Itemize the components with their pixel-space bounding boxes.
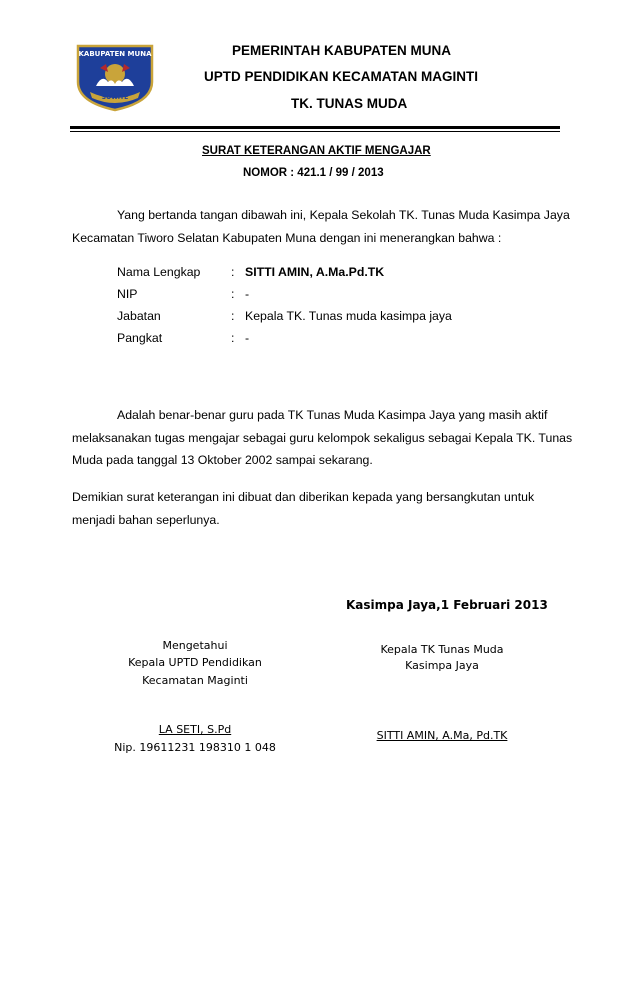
intro-line2: Kecamatan Tiworo Selatan Kabupaten Muna dengan ini menerangkan bahwa : <box>72 231 502 245</box>
letterhead-line3: TK. TUNAS MUDA <box>291 96 408 111</box>
header-rule-thick <box>70 126 560 129</box>
detail-label: Jabatan <box>117 309 161 323</box>
body-p1-line1: Adalah benar-benar guru pada TK Tunas Muda Kasimpa Jaya yang masih aktif <box>117 408 548 422</box>
signature-left-line2: Kepala UPTD Pendidikan <box>128 656 262 669</box>
detail-label: Pangkat <box>117 331 163 345</box>
svg-text:SOWITE: SOWITE <box>101 94 129 101</box>
detail-label: Nama Lengkap <box>117 265 201 279</box>
body-p2-line1: Demikian surat keterangan ini dibuat dan diberikan kepada yang bersangkutan untuk <box>72 490 535 504</box>
letterhead-line2: UPTD PENDIDIKAN KECAMATAN MAGINTI <box>204 69 478 84</box>
regency-logo <box>72 38 158 112</box>
body-p1-line2: melaksanakan tugas mengajar sebagai guru kelompok sekaligus sebagai Kepala TK. Tunas <box>72 431 573 445</box>
letterhead-line1: PEMERINTAH KABUPATEN MUNA <box>232 43 451 58</box>
letter-number: NOMOR : 421.1 / 99 / 2013 <box>243 167 384 179</box>
signature-left-block <box>100 638 290 689</box>
signature-left-name: LA SETI, S.Pd <box>158 723 232 736</box>
svg-text:KABUPATEN MUNA: KABUPATEN MUNA <box>78 50 152 58</box>
signature-right-name: SITTI AMIN, A.Ma, Pd.TK <box>376 729 508 742</box>
detail-value: SITTI AMIN, A.Ma.Pd.TK <box>245 265 385 279</box>
detail-separator: : <box>231 287 235 301</box>
signature-left-line3: Kecamatan Maginti <box>142 674 248 687</box>
detail-separator: : <box>231 331 235 345</box>
signature-left-nip: Nip. 19611231 198310 1 048 <box>114 741 276 754</box>
signature-left-line1: Mengetahui <box>162 639 228 652</box>
letter-title: SURAT KETERANGAN AKTIF MENGAJAR <box>202 145 431 157</box>
detail-value: - <box>245 331 250 345</box>
header-rule-thin <box>70 131 560 132</box>
signature-right-line2: Kasimpa Jaya <box>405 659 479 672</box>
detail-separator: : <box>231 309 235 323</box>
detail-value: - <box>245 287 250 301</box>
body-p2-line2: menjadi bahan seperlunya. <box>72 513 220 527</box>
body-p1-line3: Muda pada tanggal 13 Oktober 2002 sampai sekarang. <box>72 453 373 467</box>
detail-separator: : <box>231 265 235 279</box>
place-date: Kasimpa Jaya,1 Februari 2013 <box>346 598 548 612</box>
signature-right-block <box>352 642 532 674</box>
detail-value: Kepala TK. Tunas muda kasimpa jaya <box>245 309 452 323</box>
intro-line1: Yang bertanda tangan dibawah ini, Kepala Sekolah TK. Tunas Muda Kasimpa Jaya <box>117 208 570 222</box>
detail-label: NIP <box>117 287 138 301</box>
signature-right-line1: Kepala TK Tunas Muda <box>380 643 504 656</box>
